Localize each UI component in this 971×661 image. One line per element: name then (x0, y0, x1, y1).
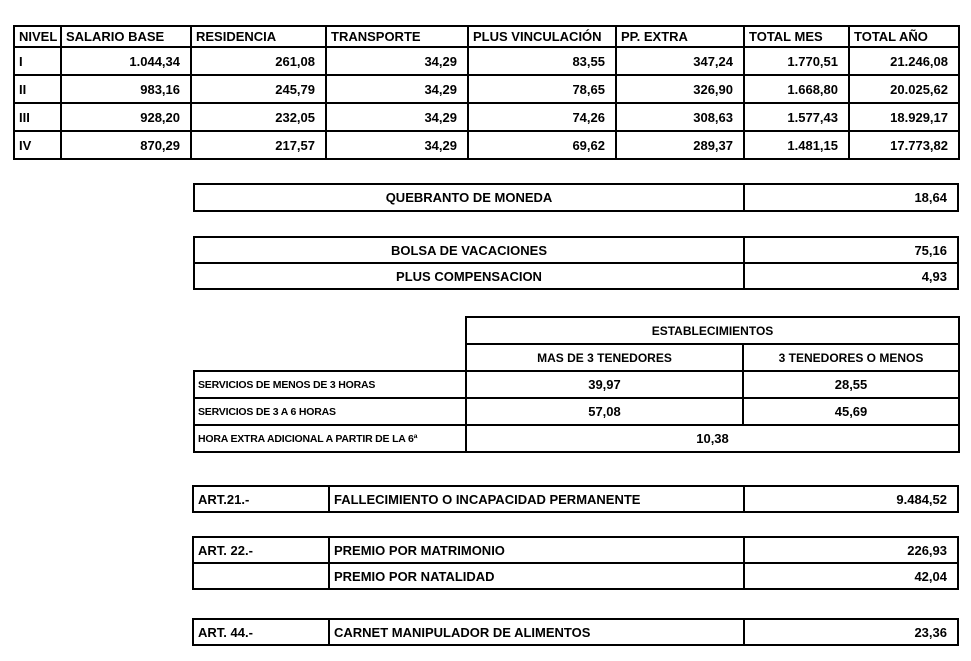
table-cell: 69,62 (468, 131, 616, 159)
table-cell: 326,90 (616, 75, 744, 103)
table-row (193, 486, 958, 512)
article-label: CARNET MANIPULADOR DE ALIMENTOS (329, 619, 744, 645)
article-code: ART. 44.- (193, 619, 329, 645)
article-code: ART. 22.- (193, 537, 329, 563)
table-row (193, 537, 958, 563)
article-label: FALLECIMIENTO O INCAPACIDAD PERMANENTE (329, 486, 744, 512)
article-value: 23,36 (744, 619, 958, 645)
table-row-nivel-1 (14, 47, 959, 75)
column-header-mas-de-3-tenedores: MAS DE 3 TENEDORES (466, 344, 743, 371)
establecimientos-title-row (194, 317, 959, 344)
table-cell: 870,29 (61, 131, 191, 159)
empty-cell (193, 563, 329, 589)
table-cell: 39,97 (466, 371, 743, 398)
article-value: 226,93 (744, 537, 958, 563)
nivel-cell: II (14, 75, 61, 103)
table-cell: 34,29 (326, 103, 468, 131)
establecimientos-title: ESTABLECIMIENTOS (466, 317, 959, 344)
bolsa-vacaciones-label: BOLSA DE VACACIONES (194, 237, 744, 263)
table-cell: 74,26 (468, 103, 616, 131)
establecimientos-table (193, 316, 960, 453)
column-header-plus-vinculacion: PLUS VINCULACIÓN (468, 26, 616, 47)
table-row (194, 371, 959, 398)
article-label: PREMIO POR NATALIDAD (329, 563, 744, 589)
table-cell: 18.929,17 (849, 103, 959, 131)
article-value: 9.484,52 (744, 486, 958, 512)
nivel-cell: I (14, 47, 61, 75)
table-cell: 57,08 (466, 398, 743, 425)
table-cell: 21.246,08 (849, 47, 959, 75)
hora-extra-label: HORA EXTRA ADICIONAL A PARTIR DE LA 6ª (194, 425, 466, 452)
table-cell: 1.770,51 (744, 47, 849, 75)
table-row (193, 563, 958, 589)
table-row-nivel-3 (14, 103, 959, 131)
plus-compensacion-value: 4,93 (744, 263, 958, 289)
servicios-3-a-6-horas-label: SERVICIOS DE 3 A 6 HORAS (194, 398, 466, 425)
table-cell: 308,63 (616, 103, 744, 131)
table-row (194, 263, 958, 289)
table-cell: 28,55 (743, 371, 959, 398)
quebranto-label: QUEBRANTO DE MONEDA (194, 184, 744, 211)
table-cell: 78,65 (468, 75, 616, 103)
table-cell: 245,79 (191, 75, 326, 103)
table-cell: 83,55 (468, 47, 616, 75)
table-cell: 1.044,34 (61, 47, 191, 75)
nivel-cell: III (14, 103, 61, 131)
table-cell: 34,29 (326, 75, 468, 103)
table-cell: 983,16 (61, 75, 191, 103)
table-cell: 45,69 (743, 398, 959, 425)
table-row-nivel-4 (14, 131, 959, 159)
article-value: 42,04 (744, 563, 958, 589)
empty-cell (194, 344, 466, 371)
table-cell: 232,05 (191, 103, 326, 131)
table-cell: 347,24 (616, 47, 744, 75)
salary-levels-table (13, 25, 960, 160)
table-cell: 1.481,15 (744, 131, 849, 159)
art21-table (192, 485, 959, 513)
article-label: PREMIO POR MATRIMONIO (329, 537, 744, 563)
table-cell: 34,29 (326, 47, 468, 75)
table-cell: 20.025,62 (849, 75, 959, 103)
servicios-menos-3-horas-label: SERVICIOS DE MENOS DE 3 HORAS (194, 371, 466, 398)
column-header-total-mes: TOTAL MES (744, 26, 849, 47)
column-header-total-ano: TOTAL AÑO (849, 26, 959, 47)
column-header-nivel: NIVEL (14, 26, 61, 47)
table-row (194, 237, 958, 263)
table-cell: 34,29 (326, 131, 468, 159)
establecimientos-subheader-row (194, 344, 959, 371)
table-cell: 1.577,43 (744, 103, 849, 131)
bolsa-vacaciones-value: 75,16 (744, 237, 958, 263)
column-header-salario-base: SALARIO BASE (61, 26, 191, 47)
plus-compensacion-label: PLUS COMPENSACION (194, 263, 744, 289)
column-header-residencia: RESIDENCIA (191, 26, 326, 47)
art44-table (192, 618, 959, 646)
nivel-cell: IV (14, 131, 61, 159)
table-cell: 928,20 (61, 103, 191, 131)
empty-cell (194, 317, 466, 344)
column-header-pp-extra: PP. EXTRA (616, 26, 744, 47)
hora-extra-value: 10,38 (466, 425, 959, 452)
bolsa-vacaciones-table (193, 236, 959, 290)
quebranto-moneda-table (193, 183, 959, 212)
table-cell: 289,37 (616, 131, 744, 159)
column-header-3-tenedores-o-menos: 3 TENEDORES O MENOS (743, 344, 959, 371)
article-code: ART.21.- (193, 486, 329, 512)
table-row (194, 184, 958, 211)
quebranto-value: 18,64 (744, 184, 958, 211)
table-row (194, 425, 959, 452)
table-cell: 17.773,82 (849, 131, 959, 159)
table-cell: 217,57 (191, 131, 326, 159)
column-header-transporte: TRANSPORTE (326, 26, 468, 47)
table-row (193, 619, 958, 645)
table-cell: 261,08 (191, 47, 326, 75)
table-row-nivel-2 (14, 75, 959, 103)
art22-table (192, 536, 959, 590)
table-cell: 1.668,80 (744, 75, 849, 103)
salary-header-row (14, 26, 959, 47)
table-row (194, 398, 959, 425)
